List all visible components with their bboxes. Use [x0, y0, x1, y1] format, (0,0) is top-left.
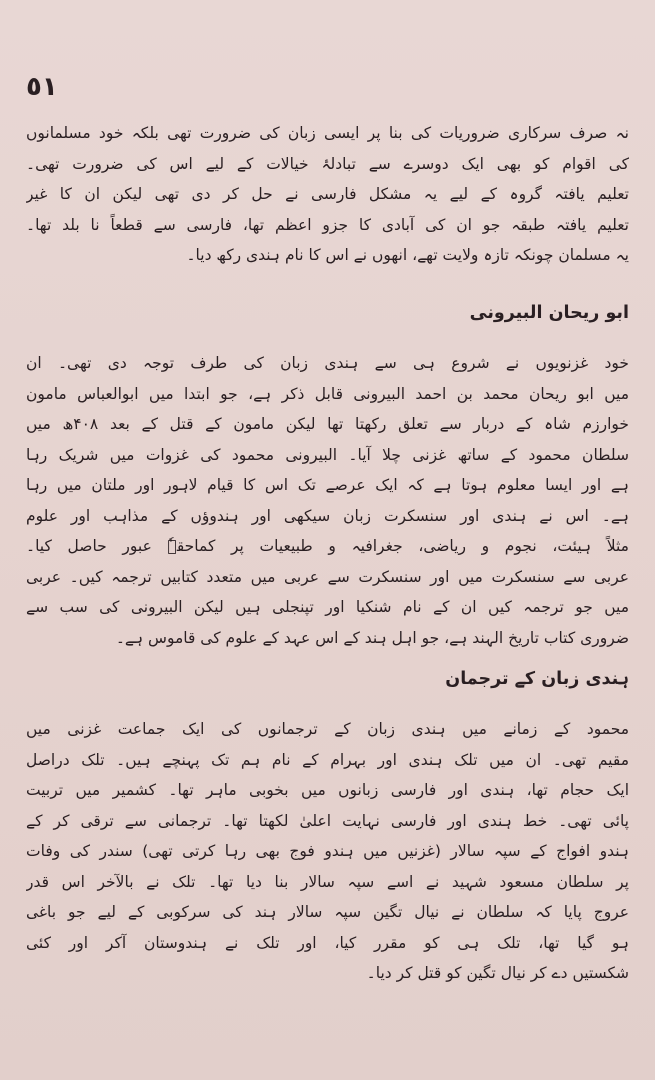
- paragraph-3: [26, 714, 629, 989]
- text-line: محمود کے زمانے میں ہندی زبان کے ترجمانوں کی ایک جماعت غزنی میں: [26, 720, 629, 738]
- text-line: ہے اور ایسا معلوم ہوتا ہے کہ ایک عرصے تک اس کا قیام لاہور اور ملتان میں رہا: [26, 476, 629, 494]
- text-line: عروج پایا کہ سلطان نے نیال تگین سپہ سالار ہند کی سرکوبی کے لیے جو باغی: [26, 903, 629, 921]
- text-line: میں جو ترجمہ کیں ان کے نام شنکیا اور تپنجلی ہیں لیکن البیرونی کی سب سے: [26, 598, 629, 616]
- paragraph-1: [26, 118, 629, 271]
- text-line: ہو گیا تھا، تلک ہی کو مقرر کیا، اور تلک نے ہندوستان آکر اور کئی: [26, 933, 629, 952]
- text-line: خوارزم شاہ کے دربار سے تعلق رکھتا تھا لیکن مامون کے قتل کے بعد ۴۰۸ھ میں: [26, 415, 629, 433]
- text-line: ہندو افواج کے سپہ سالار (غزنیں میں ہندو فوج بھی رہا کرتی تھی) سندر کی وفات: [26, 842, 629, 860]
- text-line: عربی سے سنسکرت میں اور سنسکرت سے عربی میں متعدد کتابیں ترجمہ کیں۔ عربی: [26, 567, 629, 586]
- text-line: ہے۔ اس نے ہندی اور سنسکرت زبان سیکھی اور ہندوؤں کے مذاہب اور علوم: [26, 506, 629, 525]
- page-number: ٥١: [26, 72, 58, 102]
- paragraph-2: [26, 348, 629, 653]
- text-line: پر سلطان مسعود شہید نے اسے سپہ سالار بنا دیا تھا۔ تلک نے بالآخر اس قدر: [26, 872, 629, 891]
- section-heading-translators: ہندی زبان کے ترجمان: [445, 669, 629, 689]
- section-heading-al-biruni: ابو ریحان البیرونی: [469, 303, 629, 323]
- text-line: یہ مسلمان چونکہ تازہ ولایت تھے، انھوں نے اس کا نام ہندی رکھ دیا۔: [186, 246, 629, 264]
- text-line: نہ صرف سرکاری ضروریات کی بنا پر ایسی زبان کی ضرورت تھی بلکہ خود مسلمانوں: [26, 124, 629, 142]
- text-line: کی اقوام کو بھی ایک دوسرے سے تبادلۂ خیالات کے لیے اس کی ضرورت تھی۔: [26, 154, 629, 173]
- text-line: پائی تھی۔ خط ہندی اور فارسی نہایت اعلیٰ لکھتا تھا۔ ترجمانی سے ترقی کر کے: [26, 811, 629, 830]
- text-line: خود غزنویوں نے شروع ہی سے ہندی زبان کی طرف توجہ دی تھی۔ ان: [26, 354, 629, 372]
- text-line: تعلیم یافتہ طبقہ جو ان کی آبادی کا جزو اعظم تھا، فارسی سے قطعاً نا بلد تھا۔: [26, 215, 629, 234]
- text-line: مثلاً ہیئت، نجوم و ریاضی، جغرافیہ و طبیعیات پر کماحقہٗ عبور حاصل کیا۔: [26, 537, 629, 555]
- text-line: ضروری کتاب تاریخ الہند ہے، جو اہل ہند کے اس عہد کے علوم کی قاموس ہے۔: [115, 628, 629, 647]
- text-line: ایک حجام تھا، ہندی اور فارسی زبانوں میں بخوبی ماہر تھا۔ کشمیر میں تربیت: [26, 781, 629, 799]
- text-line: میں ابو ریحان محمد بن احمد البیرونی قابل ذکر ہے، جو ابتدا میں ابوالعباس مامون: [26, 384, 629, 403]
- text-line: تعلیم یافتہ گروہ کے لیے یہ مشکل فارسی نے حل کر دی تھی لیکن ان کا غیر: [26, 185, 629, 203]
- text-line: شکستیں دے کر نیال تگین کو قتل کر دیا۔: [366, 964, 629, 982]
- text-line: سلطان محمود کے ساتھ غزنی چلا آیا۔ البیرونی محمود کی غزوات میں شریک رہا: [26, 445, 629, 464]
- text-line: مقیم تھی۔ ان میں تلک ہندی اور بہرام کے نام ہم تک پہنچے ہیں۔ تلک دراصل: [26, 750, 629, 769]
